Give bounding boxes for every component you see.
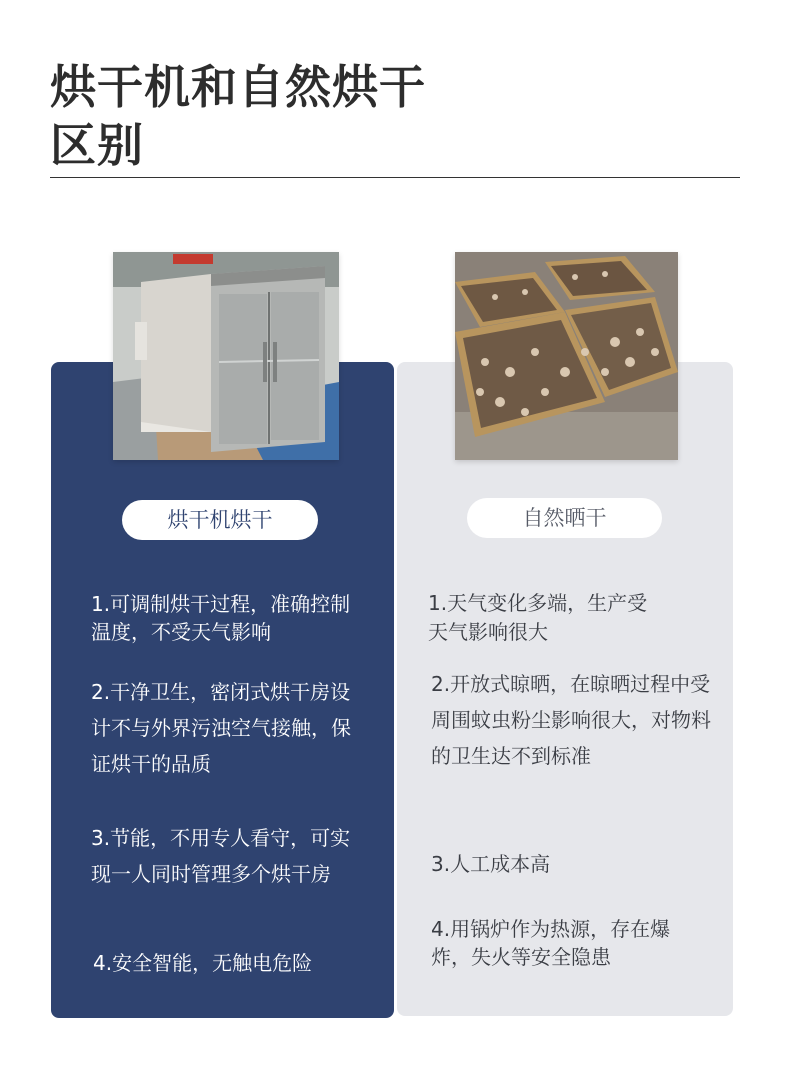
natural-drying-label: 自然晒干 <box>467 498 662 538</box>
dryer-point-1: 1.可调制烘干过程，准确控制温度，不受天气影响 <box>91 592 351 644</box>
page-title <box>50 58 426 174</box>
title-line-1: 烘干机和自然烘干 <box>50 60 426 114</box>
mushroom-drying-photo <box>455 252 678 460</box>
dryer-point-4: 4.安全智能，无触电危险 <box>93 951 313 975</box>
natural-point-3: 3.人工成本高 <box>431 852 551 876</box>
dryer-point-2: 2.干净卫生，密闭式烘干房设计不与外界污浊空气接触，保证烘干的品质 <box>91 680 351 776</box>
dryer-point-3: 3.节能，不用专人看守，可实现一人同时管理多个烘干房 <box>91 826 351 886</box>
natural-point-1: 1.天气变化多端，生产受天气影响很大 <box>428 591 648 644</box>
title-line-2: 区别 <box>50 118 144 172</box>
title-divider <box>50 177 740 178</box>
natural-point-2: 2.开放式晾晒，在晾晒过程中受周围蚊虫粉尘影响很大，对物料的卫生达不到标准 <box>431 672 711 768</box>
dryer-label: 烘干机烘干 <box>122 500 318 540</box>
dryer-machine-photo <box>113 252 339 460</box>
natural-point-4: 4.用锅炉作为热源，存在爆炸，失火等安全隐患 <box>431 917 671 969</box>
